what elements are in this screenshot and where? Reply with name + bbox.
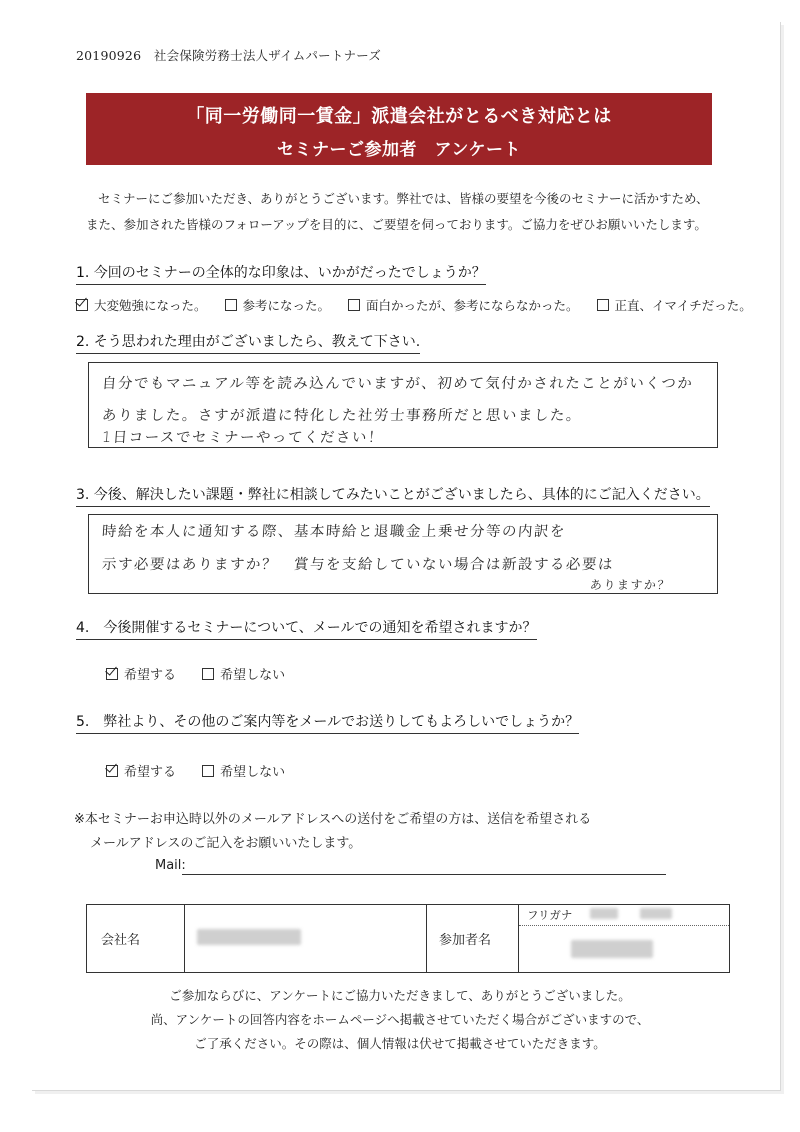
- checkbox-icon[interactable]: [597, 299, 609, 311]
- redacted-participant-name: [571, 940, 653, 958]
- header-date-company: 20190926 社会保険労務士法人ザイムパートナーズ: [76, 48, 382, 63]
- checkbox-checked-icon[interactable]: [106, 765, 118, 777]
- banner-subtitle: セミナーご参加者 アンケート: [277, 140, 521, 160]
- question-4-options: [106, 664, 299, 683]
- email-note-line-2: メールアドレスのご記入をお願いいたします。: [90, 836, 362, 851]
- q5-option-no[interactable]: 希望しない: [202, 761, 285, 780]
- q1-option-3[interactable]: 面白かったが、参考にならなかった。: [348, 296, 579, 314]
- intro-text: [86, 186, 746, 238]
- q4-option-no[interactable]: 希望しない: [202, 664, 285, 683]
- company-field[interactable]: [185, 905, 427, 973]
- participant-name-row: [519, 926, 729, 972]
- checkbox-icon[interactable]: [225, 299, 237, 311]
- question-5-title: 5. 弊社より、その他のご案内等をメールでお送りしてもよろしいでしょうか？: [76, 711, 579, 734]
- q3-answer-line-1: 時給を本人に通知する際、基本時給と退職金上乗せ分等の内訳を: [101, 524, 567, 540]
- question-1-options: [76, 296, 766, 314]
- q3-answer-line-3: ありますか？: [589, 578, 672, 592]
- q5-option-yes[interactable]: 希望する: [106, 761, 176, 780]
- respondent-info-table: [86, 904, 730, 973]
- q1-option-1[interactable]: 大変勉強になった。: [76, 296, 207, 314]
- checkbox-checked-icon[interactable]: [106, 668, 118, 680]
- q4-option-yes[interactable]: 希望する: [106, 664, 176, 683]
- q1-option-2[interactable]: 参考になった。: [225, 296, 331, 314]
- checkbox-icon[interactable]: [348, 299, 360, 311]
- furigana-label: フリガナ: [527, 908, 573, 922]
- participant-field[interactable]: [519, 905, 730, 973]
- footer-line-1: ご参加ならびに、アンケートにご協力いただきまして、ありがとうございました。: [169, 988, 631, 1003]
- footer-line-3: ご了承ください。その際は、個人情報は伏せて掲載させていただきます。: [194, 1036, 606, 1051]
- checkbox-checked-icon[interactable]: [76, 299, 88, 311]
- email-note-line-1: ※本セミナーお申込時以外のメールアドレスへの送付をご希望の方は、送信を希望される: [74, 812, 592, 827]
- checkbox-icon[interactable]: [202, 668, 214, 680]
- q1-option-4[interactable]: 正直、イマイチだった。: [597, 296, 752, 314]
- intro-line-2: また、参加された皆様のフォローアップを目的に、ご要望を伺っております。ご協力をぜひお願いいたします。: [86, 217, 707, 232]
- question-2-title: 2. そう思われた理由がございましたら、教えて下さい.: [76, 331, 420, 354]
- intro-line-1: セミナーにご参加いただき、ありがとうございます。弊社では、皆様の要望を今後のセミナーに活かすため、: [98, 191, 709, 206]
- q2-answer-line-1: 自分でもマニュアル等を読み込んでいますが、初めて気付かされたことがいくつか: [101, 376, 694, 392]
- q3-answer-line-2: 示す必要はありますか？ 賞与を支給していない場合は新設する必要は: [101, 557, 615, 573]
- redacted-furigana: [590, 908, 618, 919]
- mail-input[interactable]: [182, 874, 666, 875]
- email-note: [74, 808, 591, 856]
- banner-title: 「同一労働同一賃金」派遣会社がとるべき対応とは: [186, 106, 612, 127]
- furigana-row: [519, 905, 729, 926]
- redacted-furigana: [640, 908, 672, 919]
- checkbox-icon[interactable]: [202, 765, 214, 777]
- question-5-options: [106, 761, 299, 780]
- mail-label: Mail:: [155, 858, 186, 873]
- footer-line-2: 尚、アンケートの回答内容をホームページへ掲載させていただく場合がございますので、: [150, 1012, 650, 1027]
- q2-answer-line-2: ありました。さすが派遣に特化した社労士事務所だと思いました。: [101, 408, 583, 424]
- redacted-company-name: [197, 929, 301, 945]
- company-label: 会社名: [87, 905, 185, 973]
- question-1-title: 1. 今回のセミナーの全体的な印象は、いかがだったでしょうか？: [76, 262, 486, 285]
- question-4-title: 4. 今後開催するセミナーについて、メールでの通知を希望されますか？: [76, 617, 537, 640]
- question-3-title: 3. 今後、解決したい課題・弊社に相談してみたいことがございましたら、具体的にご記入ください。: [76, 484, 710, 507]
- participant-label: 参加者名: [427, 905, 519, 973]
- q2-answer-line-3: 1日コースでセミナーやってください！: [101, 430, 385, 446]
- title-banner: [86, 93, 712, 165]
